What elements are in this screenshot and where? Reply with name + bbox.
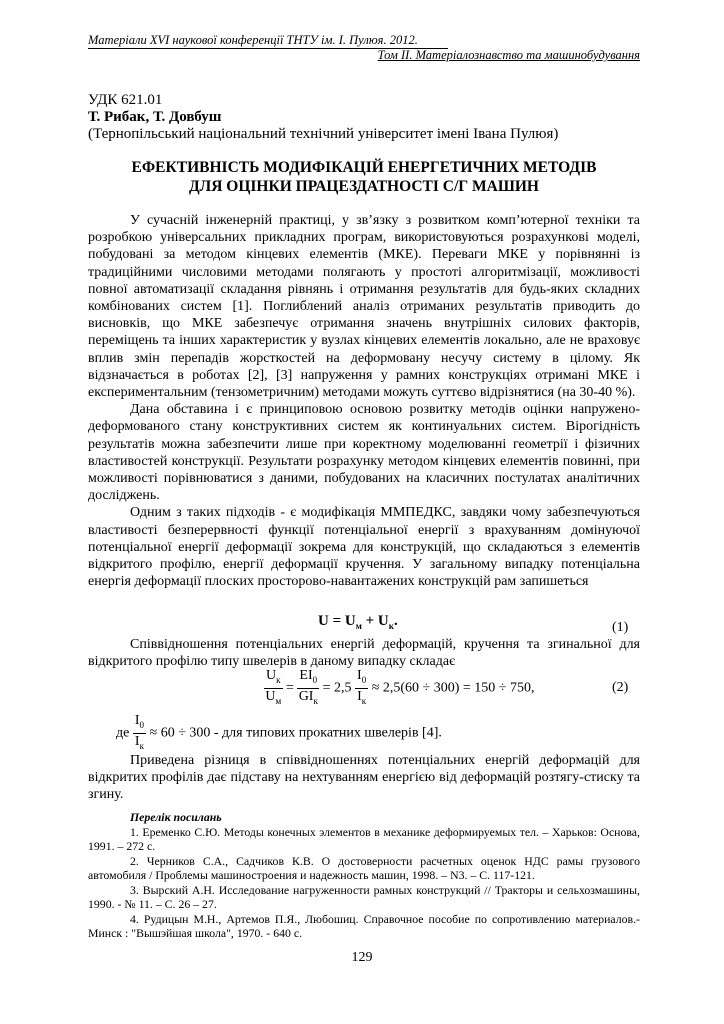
affiliation: (Тернопільський національний технічний університет імені Івана Пулюя) [88,126,559,142]
reference-item: 4. Рудицын М.Н., Артемов П.Я., Любошиц. Справочное пособие по сопротивлению материалов.- Минск : "Вышэйшая школа", 1970. - 640 с. [88,911,640,940]
paragraph-conclusion: Приведена різниця в співвідношеннях потенціальних енергій деформацій для відкритих профілів дає підставу на нехтуванням енергією від деформацій розтягу-стиску та згину. [88,753,640,803]
reference-item: 3. Вырский А.Н. Исследование нагруженности рамных конструкций // Тракторы и сельхозмашины, 1990. - № 11. – С. 26 – 27. [88,882,640,911]
page-number: 129 [351,950,373,965]
where-clause: де $\frac{I_0}{I_к}$ ≈ 60 ÷ 300 - для типових прокатних швелерів [4]. [116,713,442,754]
equation-2-number: (2) [612,680,629,695]
paragraph-2: Дана обставина і є принциповою основою розвитку методів оцінки напружено-деформованого стану конструктивних систем як континуальних систем. Вірогідність результатів можна забезпечити лише при коректному моделюванні геометрії і фізичних властивостей конструкції. Результати розрахунку методом кінцевих елементів повинні, при можливості порівнюватися з даними, побудованих на класичних постулатах аналітичних досліджень. [88,402,640,504]
fraction-i0-ik-where: $\frac{I_0}{I_к}$ [134,713,145,751]
body-text-top [88,212,640,590]
authors: Т. Рибак, Т. Довбуш [88,109,222,125]
equation-2: $\frac{U_к}{U_м}$ = $\frac{EI_0}{GI_к}$ = 2,5 $\frac{I_0}{I_к}$ ≈ 2,5(60 ÷ 300) = 150 ÷ 750, [264,668,534,709]
fraction-i0-ik: $\frac{I_0}{I_к}$ [357,668,367,706]
running-header-conference: Матеріали XVI наукової конференції ТНТУ ім. І. Пулюя. 2012. [88,33,418,47]
paragraph-1: У сучасній інженерній практиці, у зв’язку з розвитком комп’ютерної техніки та розробкою універсальних прикладних програм, використовуються розрахункові моделі, побудовані за методом кінцевих елементів (МКЕ). Переваги МКЕ у порівнянні із традиційними числовими методами полягають у простоті алгоритмізації, можливості повної автоматизації складання рівнянь і отримання результатів для будь-яких складних комбінованих систем [1]. Поглиблений аналіз отриманих результатів приводить до висновків, що МКЕ забезпечує отримання значень внутрішніх силових факторів, переміщень та інших характеристик у вузлах кінцевих елементів локально, але не враховує вплив змін перепадів жорсткостей на деформовану несучу систему в цілому. Як відзначається в роботах [2], [3] напруження у рамних конструкціях отримані МКЕ і експериментальним (тензометричним) методами можуть суттєво відрізнятися (на 30-40 %). [88,213,640,401]
reference-item: 1. Еременко С.Ю. Методы конечных элементов в механике деформируемых тел. – Харьков: Основа, 1991. – 272 с. [88,824,640,853]
body-text-eq-intro [88,636,640,670]
equation-1-number: (1) [612,620,629,635]
fraction-uk-um: $\frac{U_к}{U_м}$ [265,668,282,706]
paragraph-4: Співвідношення потенціальних енергій деформацій, кручення та згинальної для відкритого профілю типу швелерів в даному випадку складає [88,637,640,670]
body-text-conclusion [88,752,640,804]
reference-item: 2. Черников С.А., Садчиков К.В. О достоверности расчетных оценок НДС рамы грузового автомобиля / Проблемы машиностроения и надежность машин, 1998. – N3. – С. 117-121. [88,853,640,882]
title-line-2: ДЛЯ ОЦІНКИ ПРАЦЕЗДАТНОСТІ С/Г МАШИН [189,178,539,195]
paragraph-3: Одним з таких підходів - є модифікація ММПЕДКС, завдяки чому забезпечуються властивості безперервності функції потенціальної енергії з врахуванням домінуючої потенціальної енергії деформації зокрема для конструкцій, що складаються з елементів відкритого профілю, енергії деформації кручення. У загальному випадку потенціальна енергія деформації плоских просторово-навантажених конструкцій рам запишеться [88,505,640,590]
title-line-1: ЕФЕКТИВНІСТЬ МОДИФІКАЦІЙ ЕНЕРГЕТИЧНИХ МЕТОДІВ [131,159,597,176]
references-title: Перелік посилань [130,810,222,824]
paper-title [88,158,640,196]
equation-1: $U = U_м + U_к$. [318,613,398,631]
fraction-ei-gi: $\frac{EI_0}{GI_к}$ [298,668,318,706]
references [88,810,640,941]
udc-code: УДК 621.01 [88,92,163,108]
running-header-volume: Том ІІ. Матеріалознавство та машинобудування [377,48,640,62]
